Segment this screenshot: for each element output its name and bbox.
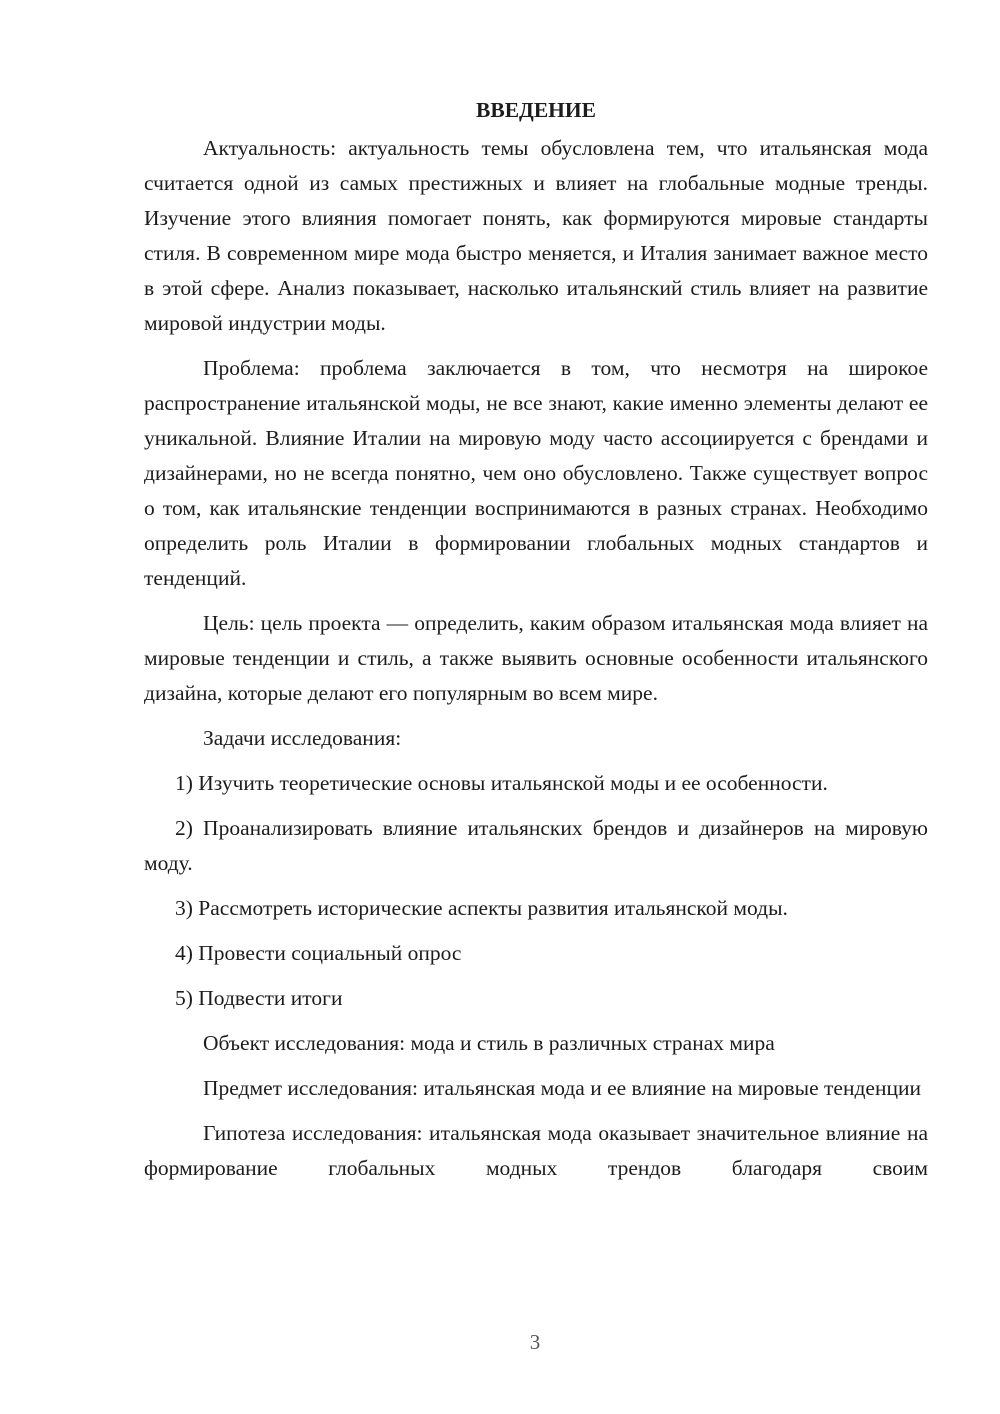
subject-paragraph: Предмет исследования: итальянская мода и ее влияние на мировые тенденции — [203, 1076, 921, 1100]
problem-paragraph: Проблема: проблема заключается в том, что несмотря на широкое распространение итальянской моды, не все знают, какие именно элементы делают ее уникальной. Влияние Италии на мировую моду часто ассоциируется с брендами и дизайнерами, но не всегда понятно, чем оно обусловлено. Также существует вопрос о том, как итальянские тенденции воспринимаются в разных странах. Необходимо определить роль Италии в формировании глобальных модных стандартов и тенденций. — [144, 356, 928, 590]
task-item: 2) Проанализировать влияние итальянских брендов и дизайнеров на мировую моду. — [144, 816, 928, 875]
hypothesis-paragraph: Гипотеза исследования: итальянская мода оказывает значительное влияние на формирование глобальных модных трендов благодаря своим — [144, 1121, 928, 1180]
document-page — [144, 93, 928, 1196]
document-title: ВВЕДЕНИЕ — [476, 98, 596, 122]
task-item: 3) Рассмотреть исторические аспекты развития итальянской моды. — [175, 896, 788, 920]
page-number: 3 — [529, 1330, 541, 1354]
task-item: 5) Подвести итоги — [175, 986, 343, 1010]
task-item: 1) Изучить теоретические основы итальянской моды и ее особенности. — [175, 771, 828, 795]
object-paragraph: Объект исследования: мода и стиль в различных странах мира — [203, 1031, 775, 1055]
task-item: 4) Провести социальный опрос — [175, 941, 462, 965]
tasks-heading: Задачи исследования: — [203, 726, 402, 750]
relevance-paragraph: Актуальность: актуальность темы обусловлена тем, что итальянская мода считается одной из самых престижных и влияет на глобальные модные тренды. Изучение этого влияния помогает понять, как формируются мировые стандарты стиля. В современном мире мода быстро меняется, и Италия занимает важное место в этой сфере. Анализ показывает, насколько итальянский стиль влияет на развитие мировой индустрии моды. — [144, 136, 928, 335]
goal-paragraph: Цель: цель проекта — определить, каким образом итальянская мода влияет на мировые тенденции и стиль, а также выявить основные особенности итальянского дизайна, которые делают его популярным во всем мире. — [144, 611, 928, 705]
